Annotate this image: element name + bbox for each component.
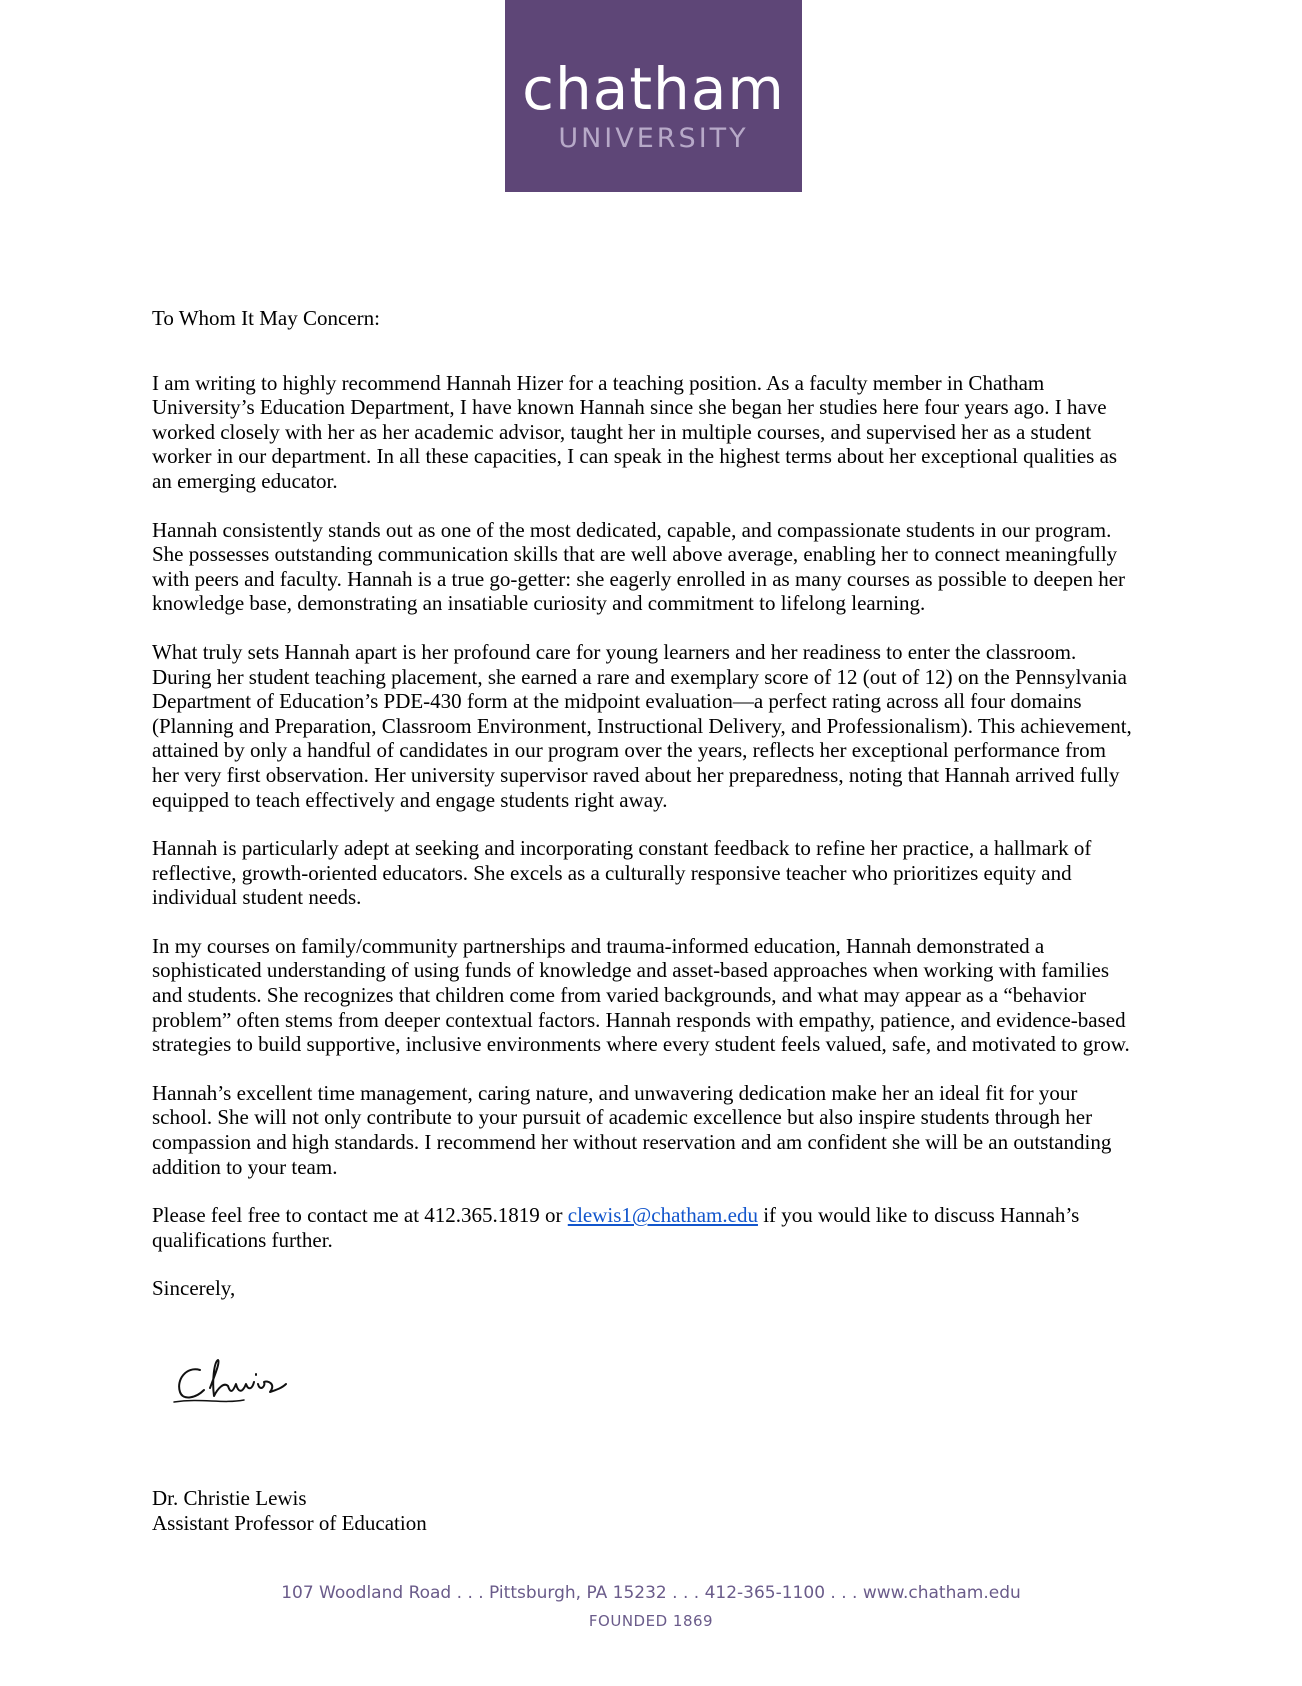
paragraph-line: reflective, growth-oriented educators. She excels as a culturally responsive teacher who prioritizes equity and xyxy=(152,860,1072,885)
letter-paragraph xyxy=(152,518,1162,616)
signer-name: Dr. Christie Lewis xyxy=(152,1486,307,1510)
paragraph-line: What truly sets Hannah apart is her profound care for young learners and her readiness to enter the classroom. xyxy=(152,639,1077,664)
letter-paragraph xyxy=(152,836,1162,910)
paragraph-line: Hannah’s excellent time management, caring nature, and unwavering dedication make her an ideal fit for your xyxy=(152,1080,1078,1105)
paragraph-line: University’s Education Department, I have known Hannah since she began her studies here four years ago. I have xyxy=(152,395,1107,420)
paragraph-line: (Planning and Preparation, Classroom Environment, Instructional Delivery, and Professionalism). This achievement, xyxy=(152,713,1132,738)
contact-line xyxy=(152,1203,1162,1228)
paragraph-line: attained by only a handful of candidates in our program over the years, reflects her exceptional performance from xyxy=(152,738,1106,763)
letter-paragraph xyxy=(152,1081,1162,1179)
signer-block xyxy=(152,1486,427,1536)
university-logo xyxy=(505,0,802,192)
closing: Sincerely, xyxy=(152,1276,236,1301)
paragraph-line: problem” often stems from deeper contextual factors. Hannah responds with empathy, patience, and evidence-based xyxy=(152,1007,1126,1032)
contact-text-after: if you would like to discuss Hannah’s xyxy=(757,1203,1080,1228)
paragraph-line: knowledge base, demonstrating an insatiable curiosity and commitment to lifelong learning. xyxy=(152,591,926,616)
paragraph-line: During her student teaching placement, she earned a rare and exemplary score of 12 (out of 12) on the Pennsylvania xyxy=(152,664,1127,689)
paragraph-line: and students. She recognizes that children come from varied backgrounds, and what may appear as a “behavior xyxy=(152,983,1087,1008)
paragraph-line: addition to your team. xyxy=(152,1154,338,1179)
paragraph-line: equipped to teach effectively and engage students right away. xyxy=(152,787,668,812)
paragraph-line: worker in our department. In all these capacities, I can speak in the highest terms about her exceptional qualities as xyxy=(152,444,1118,469)
signer-title: Assistant Professor of Education xyxy=(152,1511,427,1535)
paragraph-line: her very first observation. Her university supervisor raved about her preparedness, noting that Hannah arrived fully xyxy=(152,762,1120,787)
letter-paragraph xyxy=(152,934,1162,1057)
paragraph-line: Department of Education’s PDE-430 form at the midpoint evaluation—a perfect rating across all four domains xyxy=(152,689,1082,714)
contact-text-before: Please feel free to contact me at 412.365.1819 or xyxy=(152,1203,568,1228)
paragraph-line: worked closely with her as her academic advisor, taught her in multiple courses, and supervised her as a student xyxy=(152,419,1092,444)
logo-subtitle: UNIVERSITY xyxy=(558,123,749,154)
paragraph-line: Hannah is particularly adept at seeking and incorporating constant feedback to refine her practice, a hallmark of xyxy=(152,836,1092,861)
paragraph-line: She possesses outstanding communication skills that are well above average, enabling her to connect meaningfully xyxy=(152,542,1118,567)
paragraph-line: school. She will not only contribute to your pursuit of academic excellence but also inspire students through her xyxy=(152,1105,1093,1130)
logo-wordmark: chatham xyxy=(522,55,785,123)
footer-founded: FOUNDED 1869 xyxy=(588,1612,714,1630)
letter-paragraph xyxy=(152,640,1162,812)
paragraph-line: sophisticated understanding of using funds of knowledge and asset-based approaches when working with families xyxy=(152,958,1110,983)
email-link[interactable]: clewis1@chatham.edu xyxy=(567,1203,758,1228)
paragraph-line: Hannah consistently stands out as one of the most dedicated, capable, and compassionate students in our program. xyxy=(152,517,1112,542)
handwritten-signature xyxy=(172,1352,302,1410)
paragraph-line: In my courses on family/community partnerships and trauma-informed education, Hannah demonstrated a xyxy=(152,933,1045,958)
paragraph-line: individual student needs. xyxy=(152,885,362,910)
letter-paragraphs xyxy=(152,371,1162,1180)
paragraph-line: I am writing to highly recommend Hannah Hizer for a teaching position. As a faculty member in Chatham xyxy=(152,370,1045,395)
paragraph-line: strategies to build supportive, inclusive environments where every student feels valued, safe, and motivated to grow. xyxy=(152,1032,1130,1057)
footer-address: 107 Woodland Road . . . Pittsburgh, PA 15232 . . . 412-365-1100 . . . www.chatham.edu xyxy=(281,1583,1021,1603)
letter-paragraph xyxy=(152,371,1162,494)
paragraph-line: with peers and faculty. Hannah is a true go-getter: she eagerly enrolled in as many courses as possible to deepen her xyxy=(152,566,1126,591)
letter-body xyxy=(152,306,1162,1301)
paragraph-line: compassion and high standards. I recommend her without reservation and am confident she will be an outstanding xyxy=(152,1130,1112,1155)
salutation: To Whom It May Concern: xyxy=(152,306,380,330)
contact-line-2: qualifications further. xyxy=(152,1227,333,1252)
paragraph-line: an emerging educator. xyxy=(152,468,338,493)
contact-paragraph xyxy=(152,1203,1162,1252)
